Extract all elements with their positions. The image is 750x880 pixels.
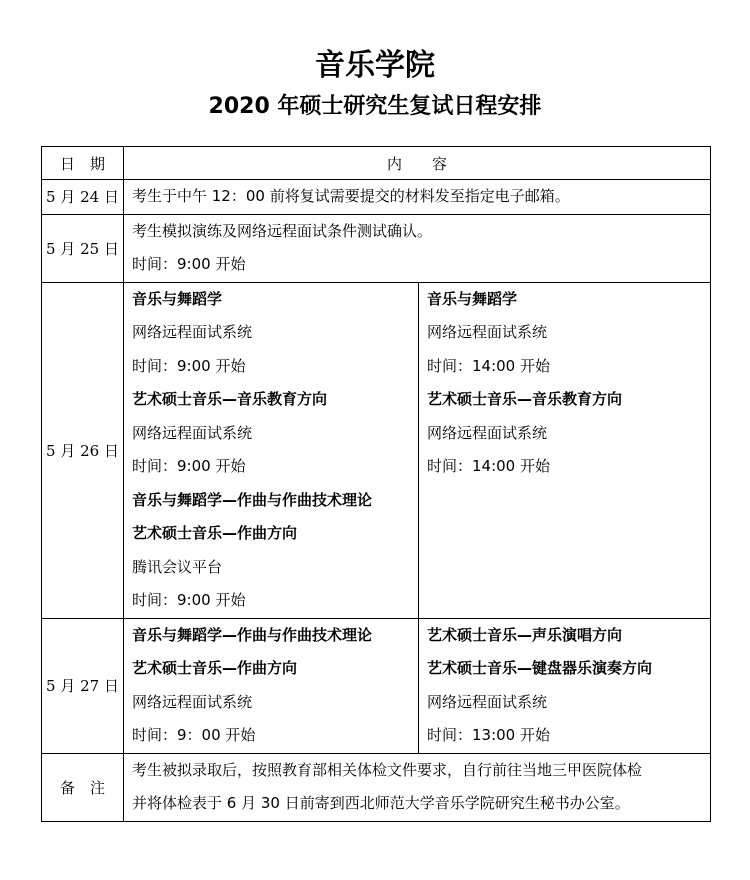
- program-heading: 艺术硕士音乐—音乐教育方向: [427, 390, 623, 408]
- platform-text: 网络远程面试系统: [132, 692, 253, 711]
- platform-text: 网络远程面试系统: [132, 323, 253, 341]
- program-heading: 艺术硕士音乐—作曲方向: [132, 659, 298, 677]
- program-heading: 艺术硕士音乐—键盘器乐演奏方向: [427, 659, 653, 677]
- platform-text: 腾讯会议平台: [132, 557, 223, 576]
- row-content: [124, 214, 711, 282]
- note-label: 备 注: [42, 753, 124, 821]
- row-text: 考生模拟演练及网络远程面试条件测试确认。: [132, 221, 433, 240]
- program-heading: 音乐与舞蹈学: [427, 289, 518, 308]
- page-subtitle: 2020 年硕士研究生复试日程安排: [208, 94, 542, 119]
- row-content-left: [124, 618, 419, 753]
- row-time: 时间：9:00 开始: [132, 255, 246, 273]
- header-content: 内 容: [124, 147, 711, 180]
- time-text: 时间：9:00 开始: [132, 457, 246, 475]
- program-heading: 音乐与舞蹈学—作曲与作曲技术理论: [132, 490, 373, 509]
- note-content: [124, 753, 711, 821]
- program-heading: 艺术硕士音乐—音乐教育方向: [132, 390, 328, 408]
- note-text: 考生被拟录取后，按照教育部相关体检文件要求，自行前往当地三甲医院体检: [132, 760, 643, 779]
- schedule-table: [41, 146, 711, 822]
- time-text: 时间：9:00 开始: [132, 591, 246, 609]
- time-text: 时间：14:00 开始: [427, 356, 550, 375]
- table-row: [42, 214, 711, 282]
- row-date: 5 月 26 日: [42, 282, 124, 618]
- program-heading: 音乐与舞蹈学—作曲与作曲技术理论: [132, 625, 373, 644]
- time-text: 时间：13:00 开始: [427, 726, 550, 744]
- row-text: 考生于中午 12：00 前将复试需要提交的材料发至指定电子邮箱。: [132, 187, 570, 205]
- row-date: 5 月 24 日: [42, 180, 124, 215]
- program-heading: 艺术硕士音乐—声乐演唱方向: [427, 625, 623, 644]
- platform-text: 网络远程面试系统: [427, 323, 548, 341]
- table-row-note: [42, 753, 711, 821]
- table-row: [42, 282, 711, 618]
- time-text: 时间：9：00 开始: [132, 726, 256, 744]
- program-heading: 音乐与舞蹈学: [132, 289, 223, 308]
- table-row: [42, 618, 711, 753]
- time-text: 时间：14:00 开始: [427, 457, 550, 475]
- program-heading: 艺术硕士音乐—作曲方向: [132, 524, 298, 542]
- time-text: 时间：9:00 开始: [132, 356, 246, 375]
- platform-text: 网络远程面试系统: [427, 423, 548, 442]
- row-content-right: [419, 618, 711, 753]
- header-date: 日 期: [42, 147, 124, 180]
- row-content-left: [124, 282, 419, 618]
- page-title: 音乐学院: [315, 48, 435, 83]
- row-date: 5 月 27 日: [42, 618, 124, 753]
- row-content: [124, 180, 711, 215]
- table-row: [42, 180, 711, 215]
- note-text: 并将体检表于 6 月 30 日前寄到西北师范大学音乐学院研究生秘书办公室。: [132, 794, 630, 812]
- table-header-row: [42, 147, 711, 180]
- row-date: 5 月 25 日: [42, 214, 124, 282]
- row-content-right: [419, 282, 711, 618]
- platform-text: 网络远程面试系统: [132, 423, 253, 442]
- platform-text: 网络远程面试系统: [427, 692, 548, 711]
